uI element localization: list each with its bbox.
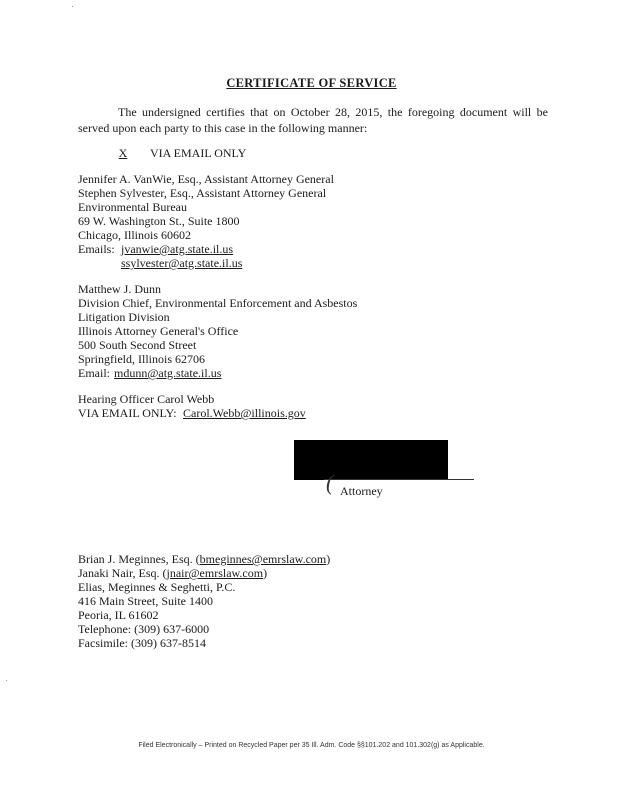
party2-line: Springfield, Illinois 62706 [78,352,205,366]
party1-emails-label: Emails: [78,242,115,256]
sender-email-link[interactable]: jnair@emrslaw.com [166,566,264,580]
party1-email-link[interactable]: ssylvester@atg.state.il.us [121,256,243,270]
sender-email-link[interactable]: bmeginnes@emrslaw.com [199,552,327,566]
signature-mark: ( [326,470,334,495]
party2-email-label: Email: [78,366,110,380]
party1-line: Stephen Sylvester, Esq., Assistant Attorney General [78,186,327,200]
party3-email-link[interactable]: Carol.Webb@illinois.gov [183,406,306,420]
redacted-signature [294,440,448,480]
party2-line: Division Chief, Environmental Enforcement and Asbestos [78,296,358,310]
party2-line: 500 South Second Street [78,338,197,352]
party3-line: Hearing Officer Carol Webb [78,392,215,406]
signature-label: Attorney [340,484,383,498]
method-label: VIA EMAIL ONLY [150,146,247,160]
sender-name: Brian J. Meginnes, Esq. (bmeginnes@emrslaw.com) [78,552,331,566]
party1-line: Environmental Bureau [78,200,187,214]
sender-line: Elias, Meginnes & Seghetti, P.C. [78,580,236,594]
sender-line: 416 Main Street, Suite 1400 [78,594,213,608]
scan-speck [6,680,7,681]
sender-line: Telephone: (309) 637-6000 [78,622,210,636]
footer-note: Filed Electronically – Printed on Recycled Paper per 35 Ill. Adm. Code §§101.202 and 101.302(g) as Applicable. [138,742,485,749]
party1-line: Jennifer A. VanWie, Esq., Assistant Attorney General [78,172,334,186]
party2-line: Matthew J. Dunn [78,282,161,296]
document-title: CERTIFICATE OF SERVICE [226,76,397,90]
sender-line: Facsimile: (309) 637-8514 [78,636,206,650]
party3-via: VIA EMAIL ONLY: [78,406,177,420]
party2-line: Illinois Attorney General's Office [78,324,239,338]
method-mark: X [118,146,128,160]
party1-line: Chicago, Illinois 60602 [78,228,191,242]
sender-name2: Janaki Nair, Esq. (jnair@emrslaw.com) [78,566,268,580]
scan-speck [72,6,73,7]
signature-line [324,479,474,480]
party2-line: Litigation Division [78,310,170,324]
intro-paragraph: The undersigned certifies that on October 28, 2015, the foregoing document will be served upon each party to this case in the following manner: [78,105,548,135]
party2-email-link[interactable]: mdunn@atg.state.il.us [114,366,222,380]
sender-line: Peoria, IL 61602 [78,608,159,622]
party1-email-link[interactable]: jvanwie@atg.state.il.us [121,242,234,256]
party1-line: 69 W. Washington St., Suite 1800 [78,214,240,228]
